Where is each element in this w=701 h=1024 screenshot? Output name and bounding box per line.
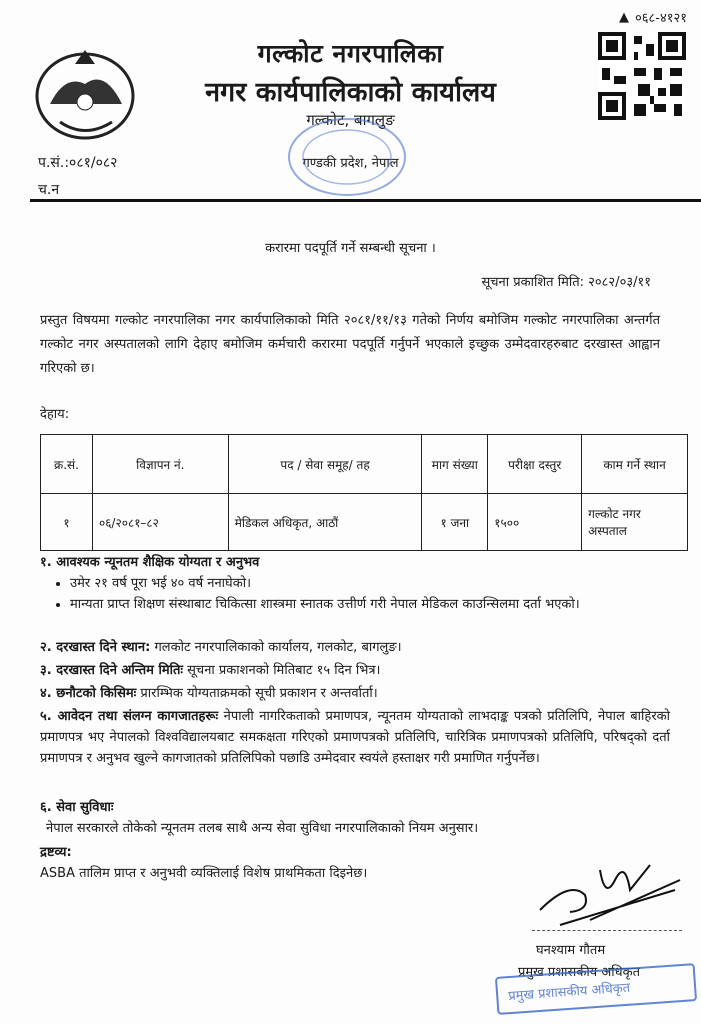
- municipality-title: गल्कोट नगरपालिका: [257, 39, 444, 68]
- intro-paragraph: प्रस्तुत विषयमा गल्कोट नगरपालिका नगर कार्यपालिकाको मिति २०८१/११/१३ गतेको निर्णय बमोजिम गल्कोट नगरपालिका अन्तर्गत गल्कोट नगर अस्पतालको लागि देहाए बमोजिम कर्मचारी करारमा पदपूर्ति गर्नुपर्ने भएकाले इच्छुक उम्मेदवारहरुबाट दरखास्त आह्वान गरिएको छ।: [40, 313, 660, 376]
- signature-icon: [530, 840, 690, 930]
- section-5-label: ५. आवेदन तथा संलग्न कागजातहरूः: [40, 709, 219, 724]
- office-province: गण्डकी प्रदेश, नेपाल: [302, 156, 399, 171]
- section-1: [40, 552, 670, 615]
- section-3: [40, 660, 670, 681]
- note-title: द्रष्टव्य:: [40, 845, 72, 860]
- reference-number: प.सं.:०८१/०८२: [38, 155, 118, 171]
- section-6: [40, 797, 670, 839]
- section-6-title: ६. सेवा सुविधाः: [40, 800, 114, 815]
- section-2: [40, 637, 670, 658]
- table-row: [41, 494, 688, 551]
- section-4-text: प्रारम्भिक योग्यताक्रमको सूची प्रकाशन र अन्तर्वार्ता।: [136, 686, 378, 701]
- section-6-text: नेपाल सरकारले तोकेको न्यूनतम तलब साथै अन्य सेवा सुविधा नगरपालिकाको नियम अनुसार।: [46, 821, 479, 836]
- section-3-label: ३. दरखास्त दिने अन्तिम मितिः: [40, 663, 184, 678]
- cell-exam-fee: १५००: [488, 494, 582, 551]
- building-icon: ▲: [618, 9, 629, 25]
- qualification-list: [40, 573, 670, 615]
- cell-post: मेडिकल अधिकृत, आठौं: [228, 494, 422, 551]
- col-post: पद / सेवा समूह/ तह: [228, 435, 422, 494]
- cell-advert-no: ०६/२०८१–८२: [92, 494, 228, 551]
- published-date: सूचना प्रकाशित मिति: २०८२/०३/११: [481, 275, 651, 290]
- col-serial: क्र.सं.: [41, 435, 93, 494]
- signatory-name: घनश्याम गौतम: [536, 943, 606, 958]
- phone-code: ▲ ०६८-४१२१: [618, 9, 687, 26]
- list-item: • उमेर २१ वर्ष पूरा भई ४० वर्ष ननाघेको।: [70, 573, 670, 594]
- section-4: [40, 683, 670, 704]
- cell-serial: १: [41, 494, 93, 551]
- signatory-title: प्रमुख प्रशासकीय अधिकृत: [518, 965, 641, 980]
- section-2-label: २. दरखास्त दिने स्थान:: [40, 640, 151, 655]
- col-advert-no: विज्ञापन नं.: [92, 435, 228, 494]
- dehay-label: देहाय:: [40, 407, 70, 422]
- office-place: गल्कोट, बागलुङ: [306, 111, 395, 129]
- office-title: नगर कार्यपालिकाको कार्यालय: [205, 77, 496, 108]
- dispatch-number: च.न: [38, 182, 60, 198]
- header-divider: [30, 199, 701, 202]
- col-exam-fee: परीक्षा दस्तुर: [488, 435, 582, 494]
- cell-demand: १ जना: [422, 494, 488, 551]
- section-4-label: ४. छनौटको किसिमः: [40, 686, 137, 701]
- cell-workplace: गल्कोट नगर अस्पताल: [582, 494, 688, 551]
- section-1-title: १. आवश्यक न्यूनतम शैक्षिक योग्यता र अनुभव: [40, 555, 260, 570]
- designation-stamp: प्रमुख प्रशासकीय अधिकृत: [495, 963, 697, 1015]
- section-3-text: सूचना प्रकाशनको मितिबाट १५ दिन भित्र।: [183, 663, 381, 678]
- table-header-row: [41, 435, 688, 494]
- notice-subject: करारमा पदपूर्ति गर्ने सम्बन्धी सूचना ।: [265, 241, 436, 256]
- col-demand: माग संख्या: [422, 435, 488, 494]
- signature-line: [532, 930, 682, 931]
- vacancy-table: [40, 434, 688, 551]
- list-item: • मान्यता प्राप्त शिक्षण संस्थाबाट चिकित्सा शास्त्रमा स्नातक उत्तीर्ण गरी नेपाल मेडिकल काउन्सिलमा दर्ता भएको।: [70, 594, 670, 615]
- col-workplace: काम गर्ने स्थान: [582, 435, 688, 494]
- note-text: ASBA तालिम प्राप्त र अनुभवी व्यक्तिलाई विशेष प्राथमिकता दिइनेछ।: [40, 866, 368, 881]
- office-stamp-icon: [282, 112, 412, 202]
- section-5-text: नेपाली नागरिकताको प्रमाणपत्र, न्यूनतम योग्यताको लाभदाङ्क पत्रको प्रतिलिपि, नेपाल बाहिरको प्रमाणपत्र भए नेपालको विश्वविद्यालयबाट समकक्षता गरिएको प्रमाणपत्रको प्रतिलिपि, चारित्रिक प्रमाणपत्रको प्रतिलिपि, परिषद्को दर्ता प्रमाणपत्र र अनुभव खुल्ने कागजातको प्रतिलिपिको पछाडि उम्मेदवार स्वयंले हस्ताक्षर गरी प्रमाणित गर्नुपर्नेछ।: [40, 709, 670, 766]
- section-5: [40, 706, 670, 769]
- section-2-text: गलकोट नगरपालिकाको कार्यालय, गलकोट, बागलुङ।: [150, 640, 402, 655]
